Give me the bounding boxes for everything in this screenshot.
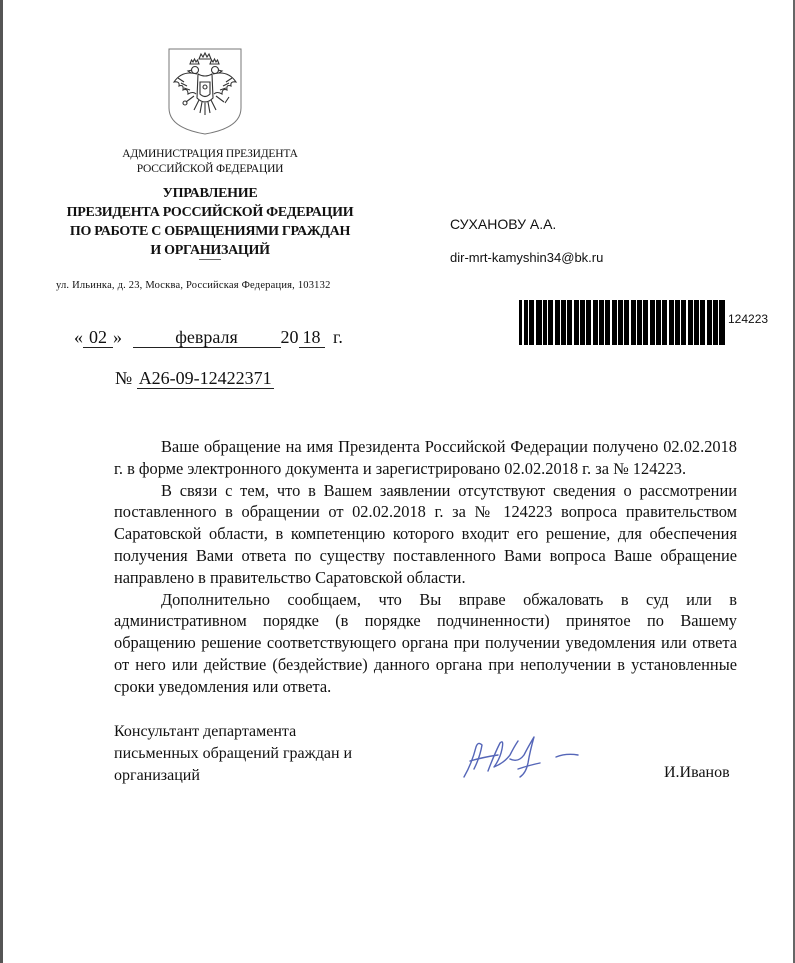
barcode [519, 300, 725, 345]
body-paragraph-2: В связи с тем, что в Вашем заявлении отсутствуют сведения о рассмотрении поставленного в обращении от 02.02.2018 г. за № 124223 вопроса правительством Саратовской области, в компетенцию которого входит его решение, для обеспечения получения Вами ответа по существу поставленного Вами вопроса Ваше обращение направлено в правительство Саратовской области. [114, 480, 737, 587]
date-open-quote: « [74, 327, 83, 347]
sender-address: ул. Ильинка, д. 23, Москва, Российская Федерация, 103132 [56, 280, 331, 291]
registration-number [115, 368, 274, 389]
signatory-title [114, 721, 352, 787]
date-year-prefix: 20 [280, 327, 299, 347]
letter-body [114, 436, 737, 698]
department-header [50, 184, 370, 260]
barcode-number: 124223 [728, 312, 769, 326]
dept-line-2: ПРЕЗИДЕНТА РОССИЙСКОЙ ФЕДЕРАЦИИ [66, 205, 354, 220]
header-divider [199, 259, 221, 260]
date-year-abbr: г. [333, 327, 343, 347]
recipient-name: СУХАНОВУ А.А. [450, 216, 557, 232]
date-month: февраля [133, 327, 281, 348]
date-close-quote: » [113, 327, 122, 347]
page-border-left [0, 0, 3, 963]
dept-line-4: И ОРГАНИЗАЦИЙ [150, 243, 270, 258]
coat-of-arms-emblem [166, 46, 244, 136]
admin-line-2: РОССИЙСКОЙ ФЕДЕРАЦИИ [136, 163, 284, 175]
document-date [74, 327, 343, 348]
signatory-title-line-1: Консультант департамента [114, 723, 297, 740]
date-year-suffix: 18 [299, 327, 325, 348]
administration-header [80, 147, 340, 177]
signatory-name: И.Иванов [664, 764, 730, 781]
signatory-title-line-2: письменных обращений граждан и [114, 745, 353, 762]
regnum-value: А26-09-12422371 [138, 368, 272, 388]
body-paragraph-3: Дополнительно сообщаем, что Вы вправе обжаловать в суд или в административном порядке (в порядке подчиненности) принятое по Вашему обращению решение соответствующего органа при получении уведомления или ответа от него или действие (бездействие) данного органа при неполучении в установленные сроки уведомления или ответа. [114, 589, 737, 696]
admin-line-1: АДМИНИСТРАЦИЯ ПРЕЗИДЕНТА [122, 148, 298, 160]
handwritten-signature [458, 733, 584, 783]
regnum-prefix: № [115, 368, 133, 388]
date-day: 02 [83, 327, 113, 348]
dept-line-3: ПО РАБОТЕ С ОБРАЩЕНИЯМИ ГРАЖДАН [69, 224, 351, 239]
recipient-email: dir-mrt-kamyshin34@bk.ru [450, 250, 604, 265]
body-paragraph-1: Ваше обращение на имя Президента Российской Федерации получено 02.02.2018 г. в форме электронного документа и зарегистрировано 02.02.2018 г. за № 124223. [114, 437, 737, 478]
dept-line-1: УПРАВЛЕНИЕ [162, 186, 258, 201]
signatory-title-line-3: организаций [114, 767, 200, 784]
